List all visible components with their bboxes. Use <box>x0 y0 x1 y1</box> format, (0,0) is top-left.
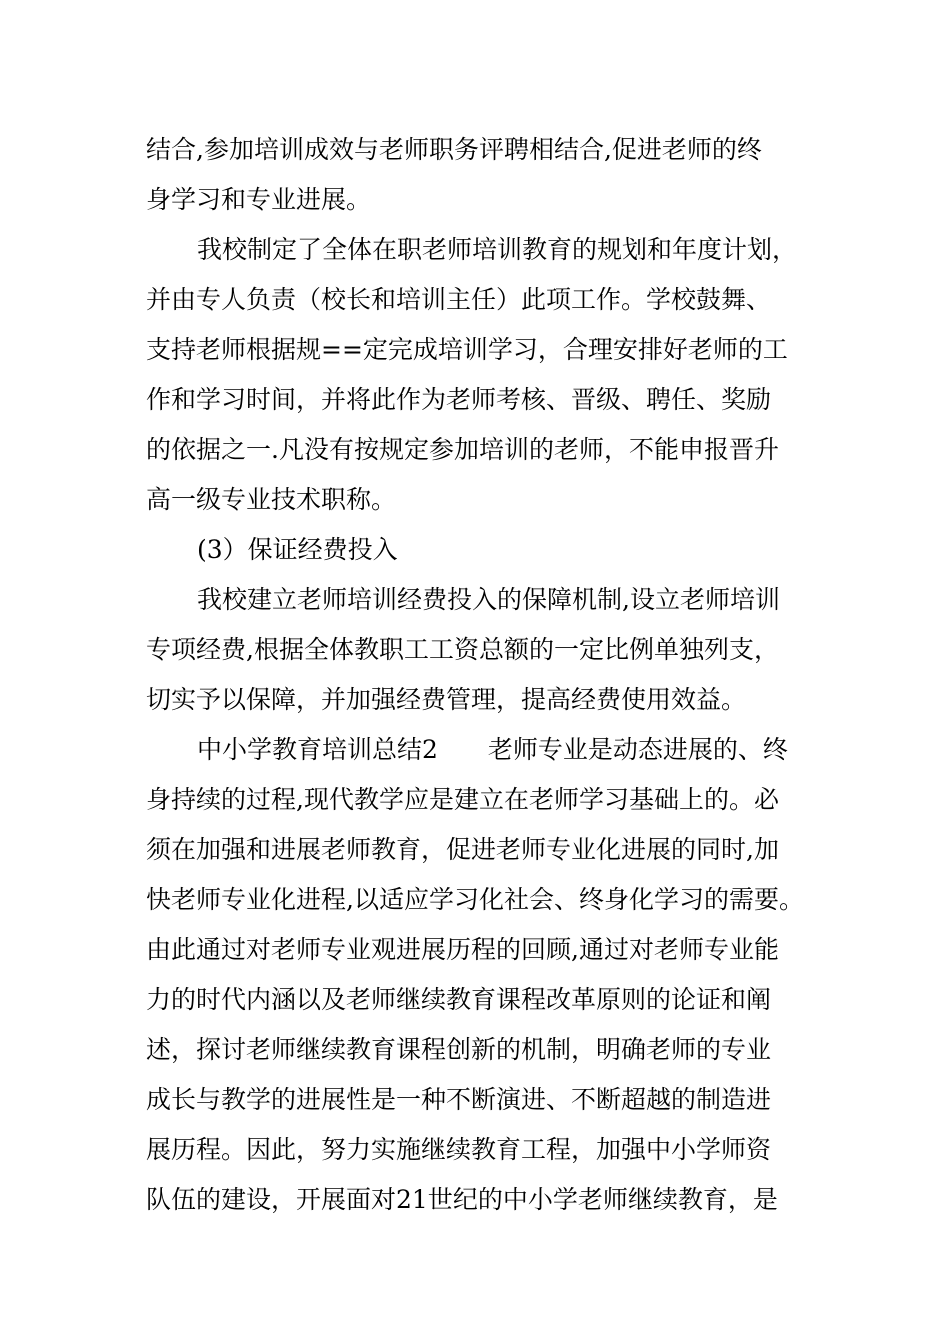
text-line: 切实予以保障，并加强经费管理，提高经费使用效益。 <box>146 685 747 714</box>
text-line: 快老师专业化进程,以适应学习化社会、终身化学习的需要。 <box>146 885 804 914</box>
text-line: 的依据之一.凡没有按规定参加培训的老师，不能申报晋升 <box>146 435 779 464</box>
text-line: 须在加强和进展老师教育，促进老师专业化进展的同时,加 <box>146 835 779 864</box>
text-line: 并由专人负责（校长和培训主任）此项工作。学校鼓舞、 <box>146 285 772 314</box>
text-line: 展历程。因此，努力实施继续教育工程，加强中小学师资 <box>146 1135 772 1164</box>
text-line: 力的时代内涵以及老师继续教育课程改革原则的论证和阐 <box>146 985 772 1014</box>
text-line: 结合,参加培训成效与老师职务评聘相结合,促进老师的终 <box>146 135 762 164</box>
text-line: 作和学习时间，并将此作为老师考核、晋级、聘任、奖励 <box>146 385 772 414</box>
text-line: 由此通过对老师专业观进展历程的回顾,通过对老师专业能 <box>146 935 779 964</box>
text-line: 高一级专业技术职称。 <box>146 485 397 514</box>
text-line: 述，探讨老师继续教育课程创新的机制，明确老师的专业 <box>146 1035 772 1064</box>
text-line: 身学习和专业进展。 <box>146 185 372 214</box>
text-line: 支持老师根据规==定完成培训学习，合理安排好老师的工 <box>146 335 788 364</box>
text-line: 成长与教学的进展性是一种不断演进、不断超越的制造进 <box>146 1085 772 1114</box>
text-line: 专项经费,根据全体教职工工资总额的一定比例单独列支， <box>146 635 779 664</box>
text-line: 中小学教育培训总结2 老师专业是动态进展的、终 <box>197 735 788 764</box>
text-line: 我校制定了全体在职老师培训教育的规划和年度计划， <box>197 235 798 264</box>
section-heading: (3）保证经费投入 <box>197 535 398 564</box>
text-line: 身持续的过程,现代教学应是建立在老师学习基础上的。必 <box>146 785 779 814</box>
text-line: 我校建立老师培训经费投入的保障机制,设立老师培训 <box>197 585 780 614</box>
text-line: 队伍的建设，开展面对21世纪的中小学老师继续教育，是 <box>146 1185 778 1214</box>
